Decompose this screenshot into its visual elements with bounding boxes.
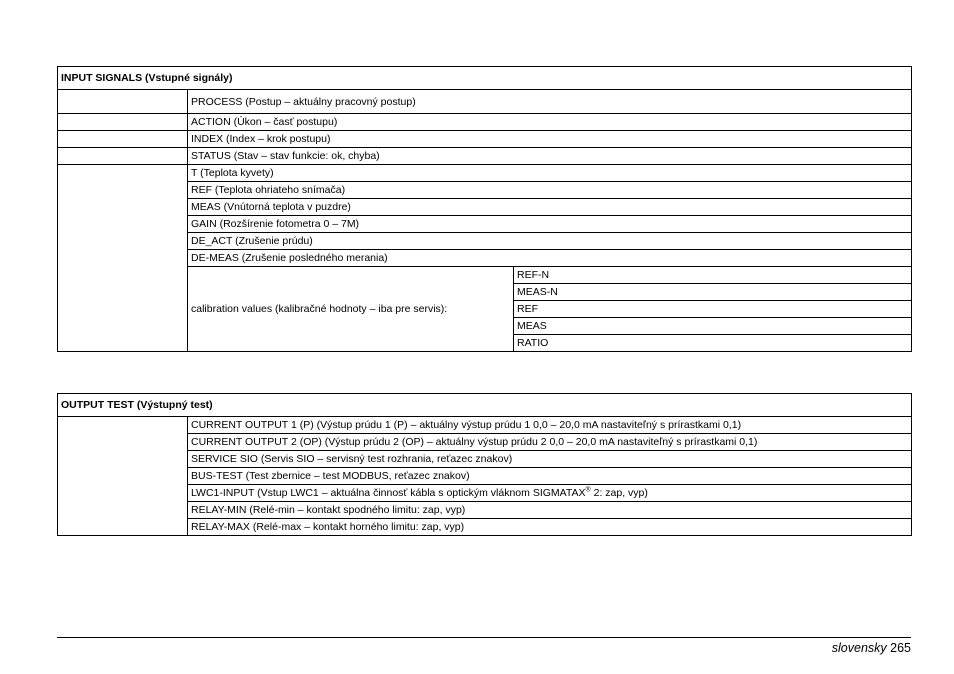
relay-min-row: RELAY-MIN (Relé-min – kontakt spodného limitu: zap, vyp) xyxy=(188,502,912,519)
registered-mark: ® xyxy=(585,486,591,494)
calibration-value: RATIO xyxy=(514,335,912,352)
input-signals-table xyxy=(57,66,912,352)
output-test-title: OUTPUT TEST (Výstupný test) xyxy=(58,394,912,417)
action-row: ACTION (Úkon – časť postupu) xyxy=(188,114,912,131)
page-footer xyxy=(832,641,911,655)
calibration-value: MEAS-N xyxy=(514,284,912,301)
index-row: INDEX (Index – krok postupu) xyxy=(188,131,912,148)
footer-divider xyxy=(57,637,911,638)
current-output-1-row: CURRENT OUTPUT 1 (P) (Výstup prúdu 1 (P) – aktuálny výstup prúdu 1 0,0 – 20,0 mA nastaviteľný s prírastkami 0,1) xyxy=(188,417,912,434)
empty-cell xyxy=(58,148,188,165)
calibration-value: REF xyxy=(514,301,912,318)
page-number: 265 xyxy=(890,641,911,655)
relay-max-row: RELAY-MAX (Relé-max – kontakt horného limitu: zap, vyp) xyxy=(188,519,912,536)
lwc1-input-suffix: 2: zap, vyp) xyxy=(590,487,648,499)
calibration-label: calibration values (kalibračné hodnoty – iba pre servis): xyxy=(188,267,514,352)
lwc1-input-row xyxy=(188,485,912,502)
ref-row: REF (Teplota ohriateho snímača) xyxy=(188,182,912,199)
empty-cell xyxy=(58,90,188,114)
output-test-table xyxy=(57,393,912,536)
input-signals-title: INPUT SIGNALS (Vstupné signály) xyxy=(58,67,912,90)
empty-cell xyxy=(58,131,188,148)
empty-group-cell xyxy=(58,165,188,352)
calibration-value: MEAS xyxy=(514,318,912,335)
service-sio-row: SERVICE SIO (Servis SIO – servisný test rozhrania, reťazec znakov) xyxy=(188,451,912,468)
footer-language: slovensky xyxy=(831,641,887,655)
t-row: T (Teplota kyvety) xyxy=(188,165,912,182)
lwc1-input-prefix: LWC1-INPUT (Vstup LWC1 – aktuálna činnosť kábla s optickým vláknom SIGMATAX xyxy=(191,487,586,499)
de-act-row: DE_ACT (Zrušenie prúdu) xyxy=(188,233,912,250)
empty-cell xyxy=(58,114,188,131)
current-output-2-row: CURRENT OUTPUT 2 (OP) (Výstup prúdu 2 (OP) – aktuálny výstup prúdu 2 0,0 – 20,0 mA nastaviteľný s prírastkami 0,1) xyxy=(188,434,912,451)
de-meas-row: DE-MEAS (Zrušenie posledného merania) xyxy=(188,250,912,267)
empty-group-cell xyxy=(58,417,188,536)
process-row: PROCESS (Postup – aktuálny pracovný postup) xyxy=(188,90,912,114)
bus-test-row: BUS-TEST (Test zbernice – test MODBUS, reťazec znakov) xyxy=(188,468,912,485)
meas-row: MEAS (Vnútorná teplota v puzdre) xyxy=(188,199,912,216)
calibration-value: REF-N xyxy=(514,267,912,284)
status-row: STATUS (Stav – stav funkcie: ok, chyba) xyxy=(188,148,912,165)
gain-row: GAIN (Rozšírenie fotometra 0 – 7M) xyxy=(188,216,912,233)
